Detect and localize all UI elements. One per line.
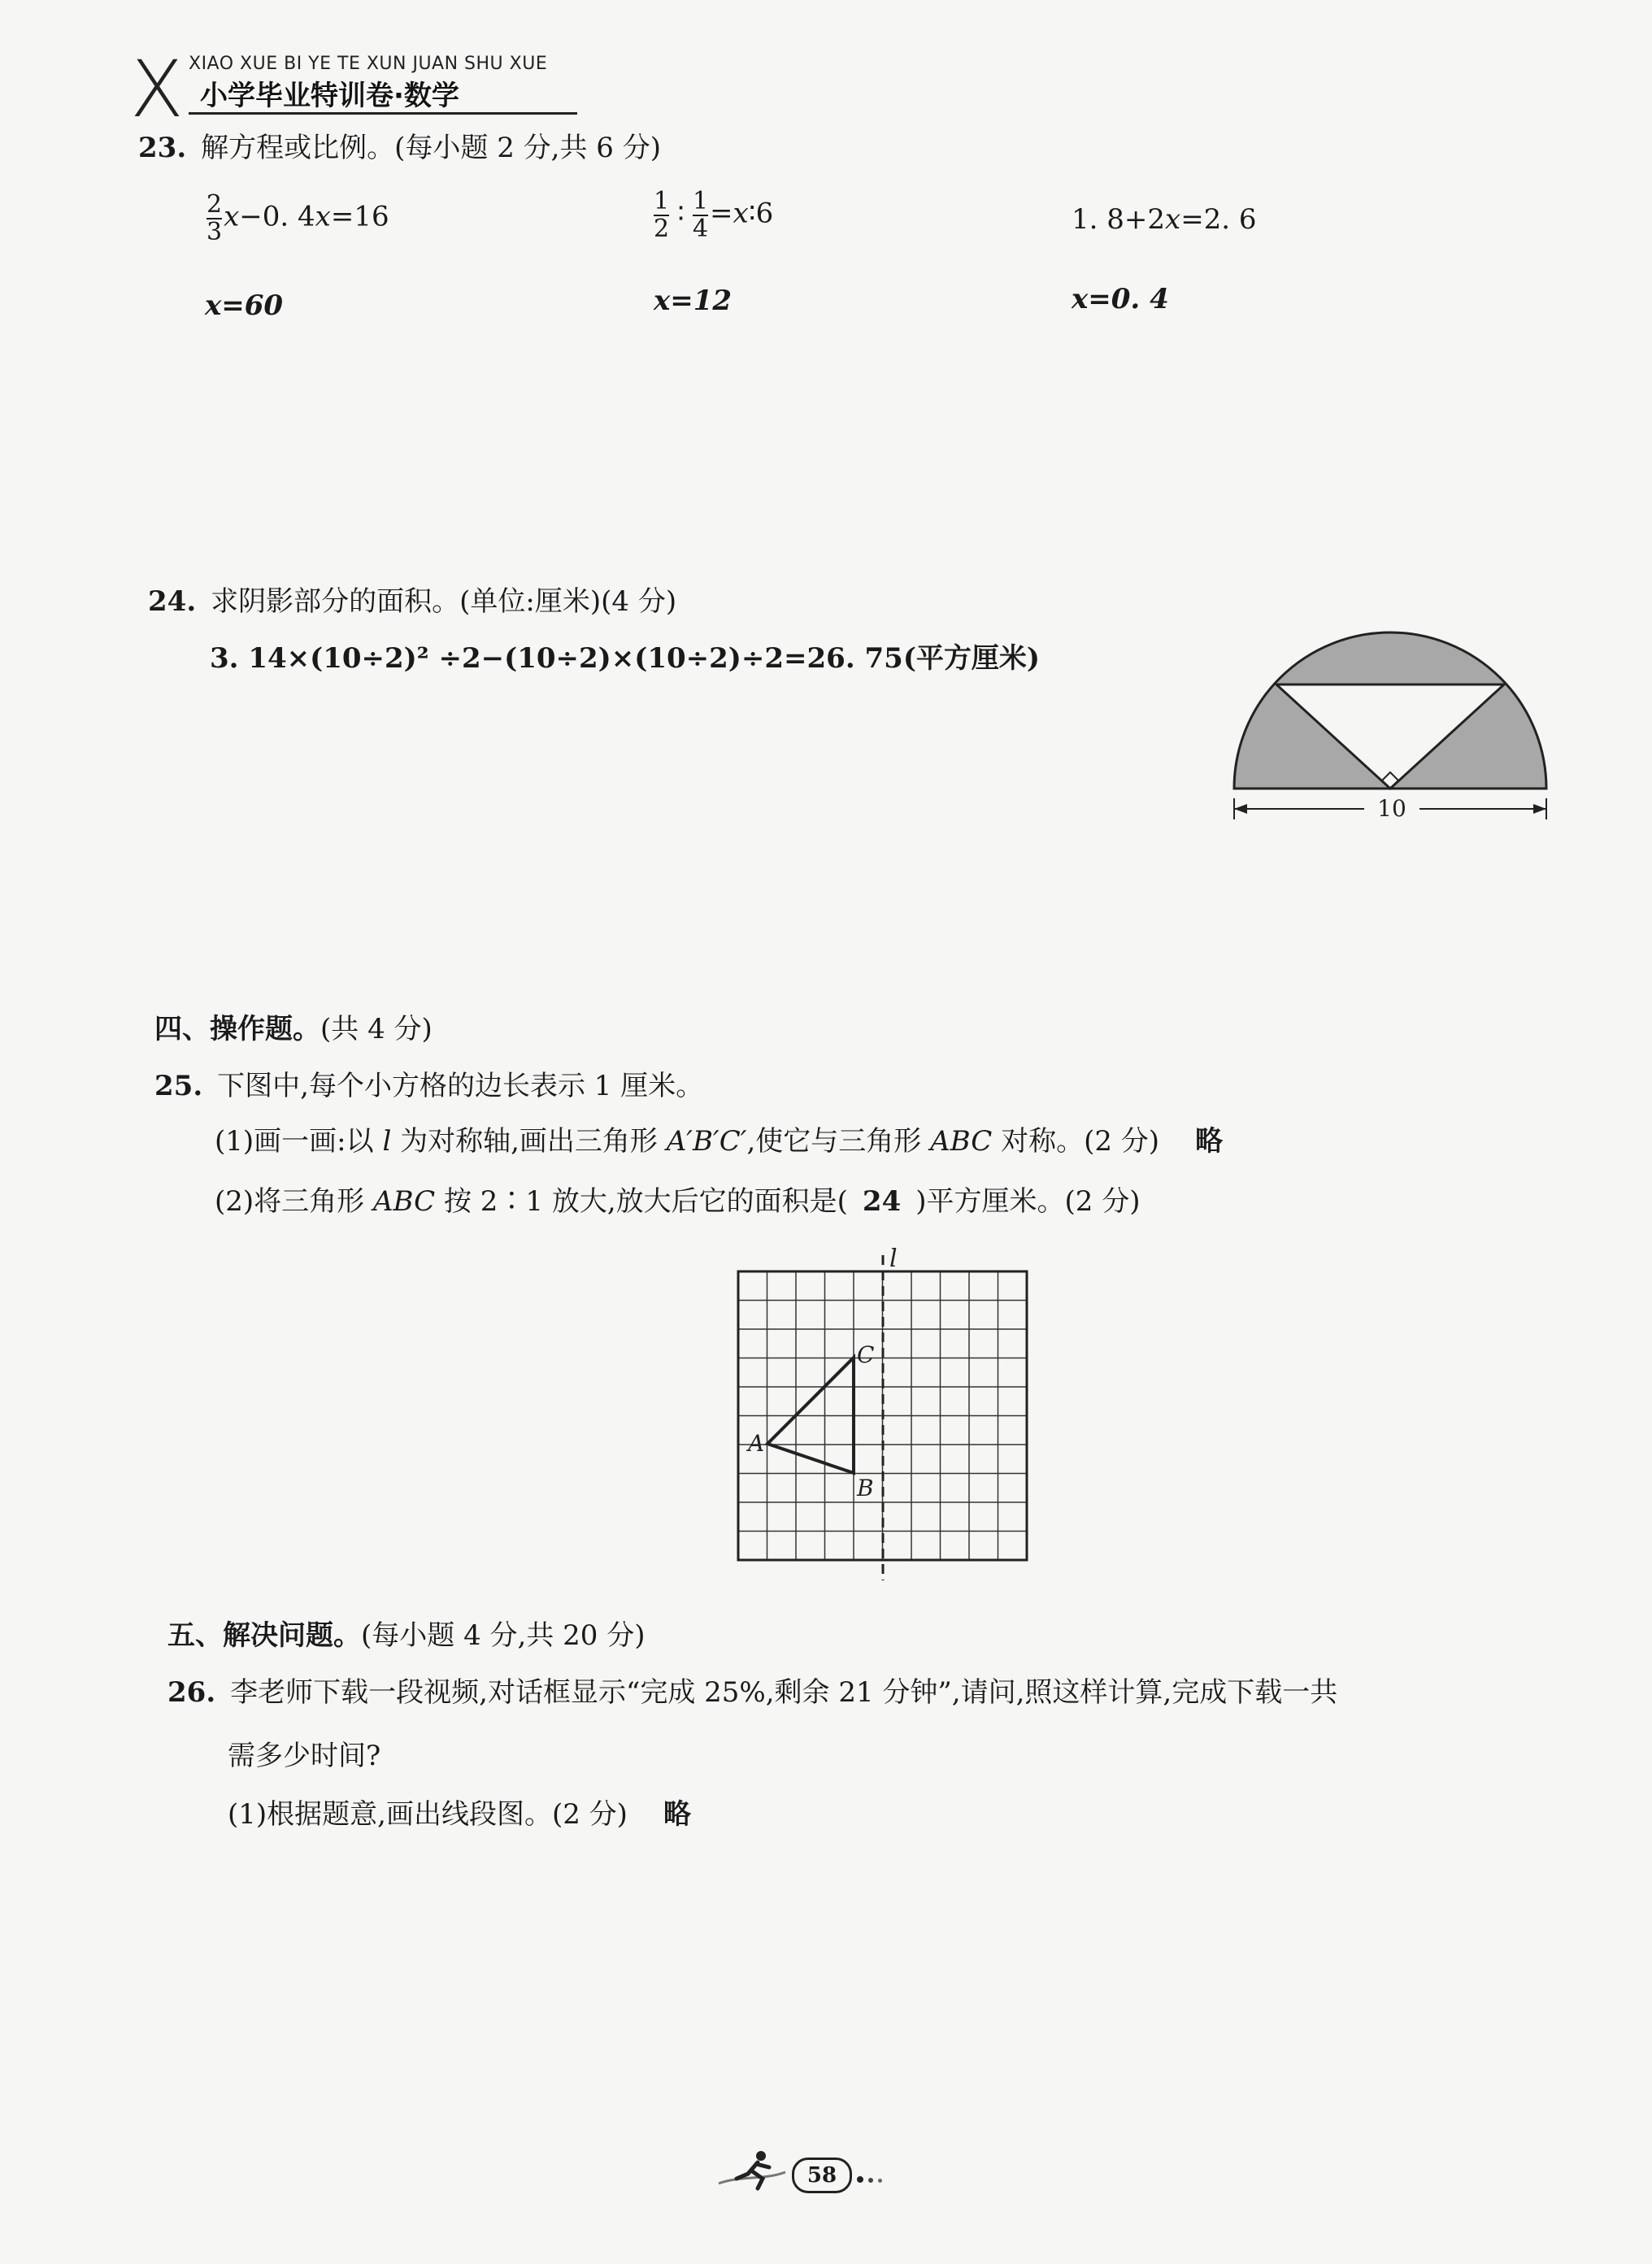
footer-runner-icon (715, 2148, 789, 2192)
fraction (654, 189, 669, 241)
text: (1)画一画:以 (215, 1125, 383, 1158)
header-title: 小学毕业特训卷·数学 (200, 80, 459, 112)
q25-number: 25. (154, 1070, 203, 1102)
variable: x (733, 197, 749, 230)
numerator: 1 (692, 187, 709, 215)
q26-line1 (167, 1676, 1337, 1710)
axis-symbol: l (382, 1125, 392, 1158)
footer-dots (857, 2171, 882, 2186)
numerator: 1 (654, 187, 670, 215)
vertex-label-c: C (857, 1341, 875, 1368)
colon: ∶ (677, 197, 685, 230)
triangle-name: A′B′C′ (666, 1125, 747, 1158)
page-number: 58 (806, 2163, 837, 2188)
q26-text-line1: 李老师下载一段视频,对话框显示“完成 25%,剩余 21 分钟”,请问,照这样计算,完成下载一共 (230, 1676, 1338, 1709)
vertex-label-b: B (857, 1475, 874, 1501)
q25-part1-answer: 略 (1195, 1125, 1224, 1158)
triangle-name: ABC (372, 1185, 436, 1218)
q23-answer-3: x=0. 4 (1072, 283, 1169, 315)
text: 按 2∶1 放大,放大后它的面积是( (435, 1185, 848, 1218)
q23-answer-2: x=12 (654, 285, 733, 317)
numerator: 2 (206, 190, 223, 219)
q25-text: 下图中,每个小方格的边长表示 1 厘米。 (217, 1070, 704, 1102)
semicircle-figure (1219, 626, 1561, 829)
q23-equation-3 (1072, 203, 1257, 237)
q26-part1-text: (1)根据题意,画出线段图。(2 分) (228, 1798, 628, 1831)
term: 1. 8+2 (1072, 203, 1165, 236)
q23-equation-2 (652, 189, 773, 241)
dimension-label: 10 (1377, 795, 1406, 822)
q24-text: 求阴影部分的面积。(单位:厘米)(4 分) (211, 585, 677, 618)
term: =2. 6 (1180, 203, 1257, 236)
q26-part1 (228, 1798, 691, 1832)
q23-equation-1 (205, 192, 389, 245)
section5-title: 五、解决问题。 (167, 1619, 361, 1652)
arrow-left-icon (1234, 804, 1247, 814)
triangle-name: ABC (930, 1125, 993, 1158)
q24-answer: 3. 14×(10÷2)² ÷2−(10÷2)×(10÷2)÷2=26. 75(平方厘米) (210, 642, 1040, 675)
term: =16 (330, 200, 389, 233)
text: 对称。(2 分) (992, 1125, 1160, 1158)
q25-prompt (154, 1070, 703, 1103)
term: −0. 4 (239, 200, 315, 233)
header-rule (189, 112, 577, 115)
fraction (693, 189, 708, 241)
header-logo-x: X (130, 44, 184, 135)
q26-part1-answer: 略 (663, 1798, 691, 1831)
variable: x (315, 200, 331, 233)
term: = (710, 197, 733, 230)
q23-answer-1: x=60 (205, 289, 284, 322)
text: )平方厘米。(2 分) (915, 1185, 1141, 1218)
q26-number: 26. (167, 1676, 216, 1709)
q24-number: 24. (148, 585, 197, 618)
fraction (206, 192, 222, 245)
q24-prompt (148, 585, 676, 619)
q25-part1 (215, 1125, 1223, 1158)
grid-figure (724, 1241, 1049, 1590)
variable: x (1165, 203, 1181, 236)
arrow-right-icon (1533, 804, 1546, 814)
q23-number: 23. (138, 132, 187, 164)
section4-note: (共 4 分) (320, 1013, 433, 1045)
text: (2)将三角形 (215, 1185, 373, 1218)
denominator: 2 (654, 214, 670, 243)
header-pinyin: XIAO XUE BI YE TE XUN JUAN SHU XUE (189, 54, 548, 74)
text: 为对称轴,画出三角形 (391, 1125, 667, 1158)
text: ,使它与三角形 (746, 1125, 931, 1158)
q25-part2-answer: 24 (862, 1185, 902, 1218)
section5-note: (每小题 4 分,共 20 分) (361, 1619, 646, 1652)
term: ∶6 (748, 197, 774, 230)
page-number-badge (792, 2158, 852, 2193)
q25-part2 (215, 1185, 1140, 1219)
denominator: 3 (206, 217, 223, 246)
q23-text: 解方程或比例。(每小题 2 分,共 6 分) (201, 132, 661, 164)
q23-prompt (138, 132, 661, 165)
section5-heading (167, 1619, 645, 1653)
denominator: 4 (692, 214, 709, 243)
variable: x (224, 200, 240, 233)
vertex-label-a: A (748, 1430, 765, 1457)
q26-text-line2: 需多少时间? (228, 1740, 381, 1772)
section4-heading (154, 1013, 433, 1046)
axis-label: l (889, 1245, 898, 1273)
section4-title: 四、操作题。 (154, 1013, 320, 1045)
